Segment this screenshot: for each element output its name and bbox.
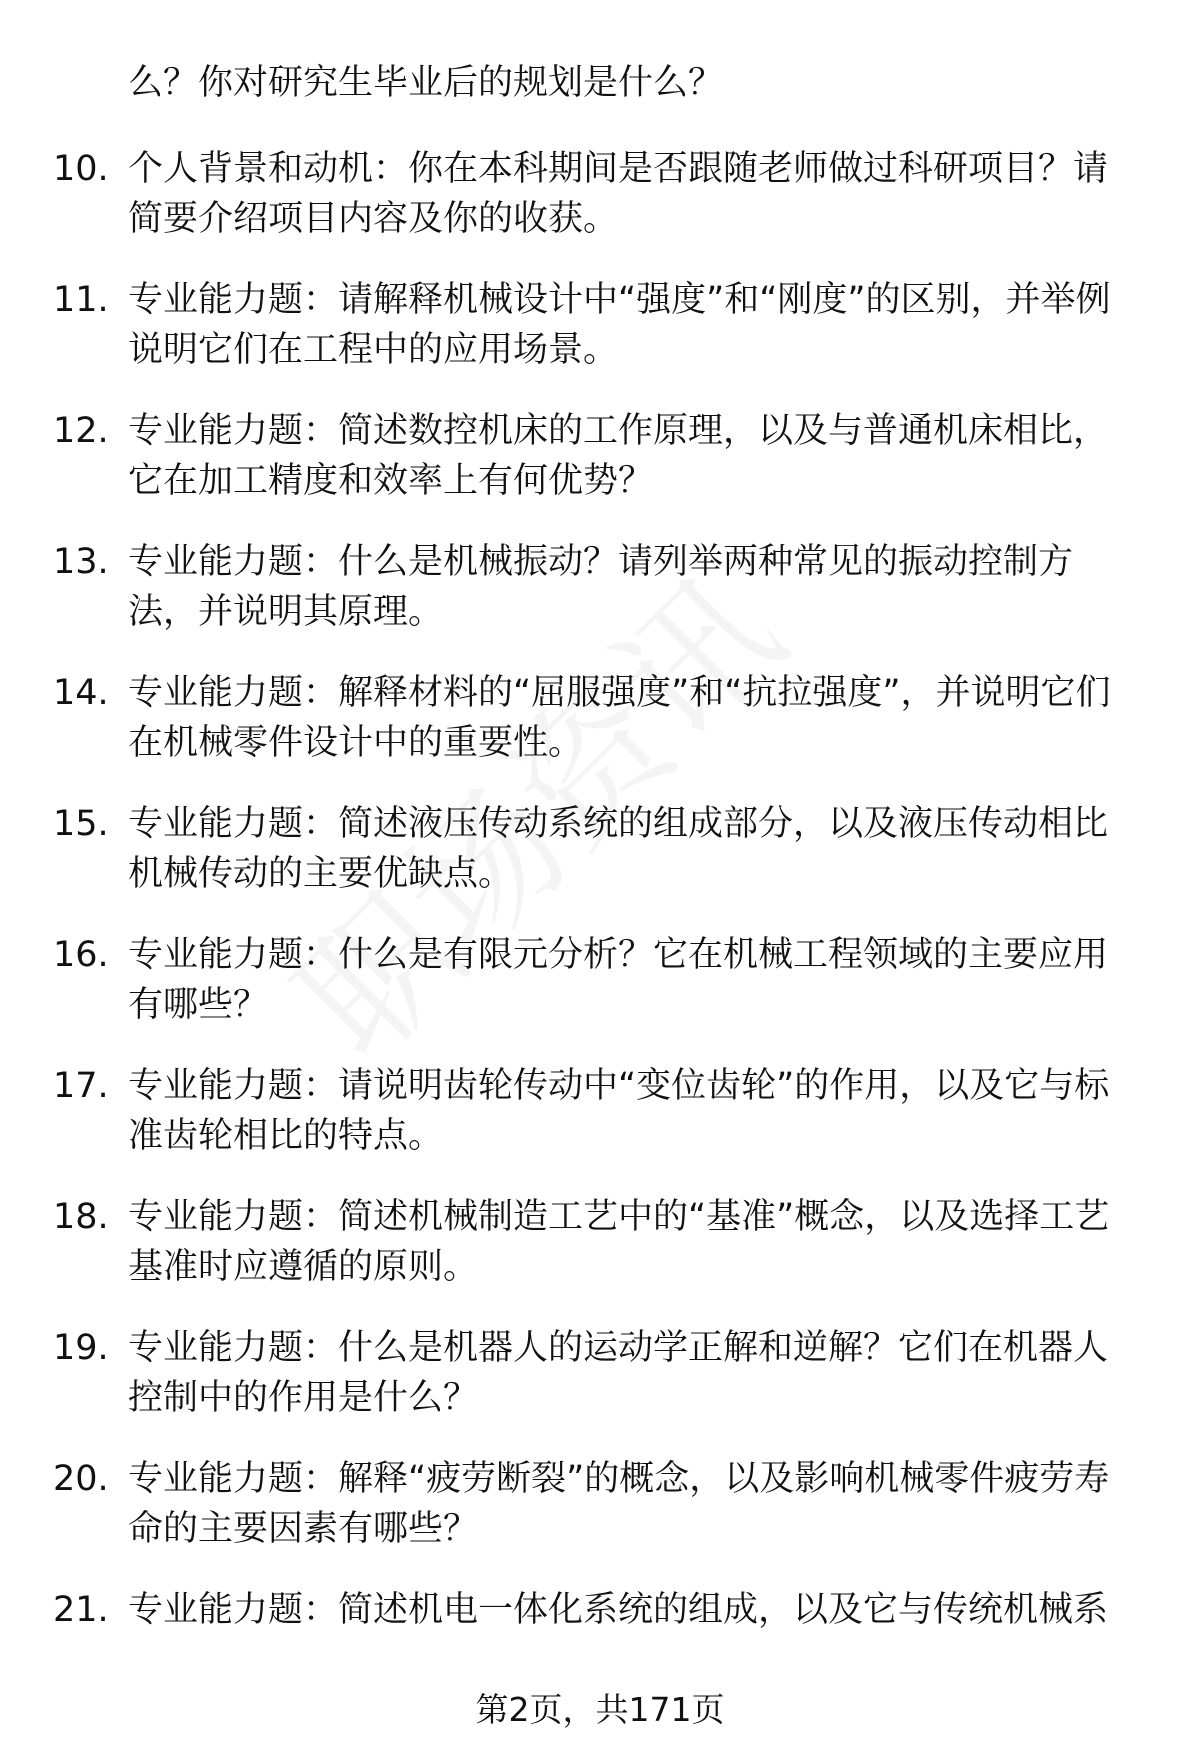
question-number: 18. [53,1197,109,1237]
question-number: 19. [53,1328,109,1368]
question-text: 专业能力题：简述液压传动系统的组成部分，以及液压传动相比机械传动的主要优缺点。 [128,804,1109,894]
question-number: 10. [53,149,109,189]
question-item [0,1454,1200,1554]
question-number: 21. [53,1590,109,1630]
question-text: 个人背景和动机：你在本科期间是否跟随老师做过科研项目？请简要介绍项目内容及你的收获。 [128,149,1109,239]
question-text: 专业能力题：解释材料的“屈服强度”和“抗拉强度”，并说明它们在机械零件设计中的重要性。 [128,673,1111,763]
question-number: 14. [53,673,109,713]
question-text: 专业能力题：简述数控机床的工作原理，以及与普通机床相比，它在加工精度和效率上有何优势？ [128,411,1109,501]
continued-text: 么？你对研究生毕业后的规划是什么？ [128,63,724,103]
question-text: 专业能力题：请说明齿轮传动中“变位齿轮”的作用，以及它与标准齿轮相比的特点。 [128,1066,1110,1156]
question-text: 专业能力题：简述机电一体化系统的组成，以及它与传统机械系 [128,1590,1109,1630]
question-item [0,668,1200,768]
question-item [0,406,1200,506]
question-text: 专业能力题：简述机械制造工艺中的“基准”概念，以及选择工艺基准时应遵循的原则。 [128,1197,1110,1287]
question-number: 13. [53,542,109,582]
question-item [0,1192,1200,1292]
page-footer: 第2页，共171页 [475,1690,725,1729]
question-number: 12. [53,411,109,451]
question-item [0,537,1200,637]
question-number: 11. [53,280,109,320]
question-item [0,930,1200,1030]
question-text: 专业能力题：什么是机器人的运动学正解和逆解？它们在机器人控制中的作用是什么？ [128,1328,1109,1418]
question-list [0,58,1200,1635]
question-item [0,144,1200,244]
question-text: 专业能力题：解释“疲劳断裂”的概念，以及影响机械零件疲劳寿命的主要因素有哪些？ [128,1459,1110,1549]
question-item [0,1585,1200,1635]
question-item [0,275,1200,375]
question-number: 16. [53,935,109,975]
question-text: 专业能力题：什么是有限元分析？它在机械工程领域的主要应用有哪些？ [128,935,1109,1025]
question-number: 20. [53,1459,109,1499]
question-item [0,799,1200,899]
question-item [0,1061,1200,1161]
question-number: 15. [53,804,109,844]
question-item [0,1323,1200,1423]
question-text: 专业能力题：什么是机械振动？请列举两种常见的振动控制方法，并说明其原理。 [128,542,1074,632]
question-text: 专业能力题：请解释机械设计中“强度”和“刚度”的区别，并举例说明它们在工程中的应用场景。 [128,280,1111,370]
question-number: 17. [53,1066,109,1106]
